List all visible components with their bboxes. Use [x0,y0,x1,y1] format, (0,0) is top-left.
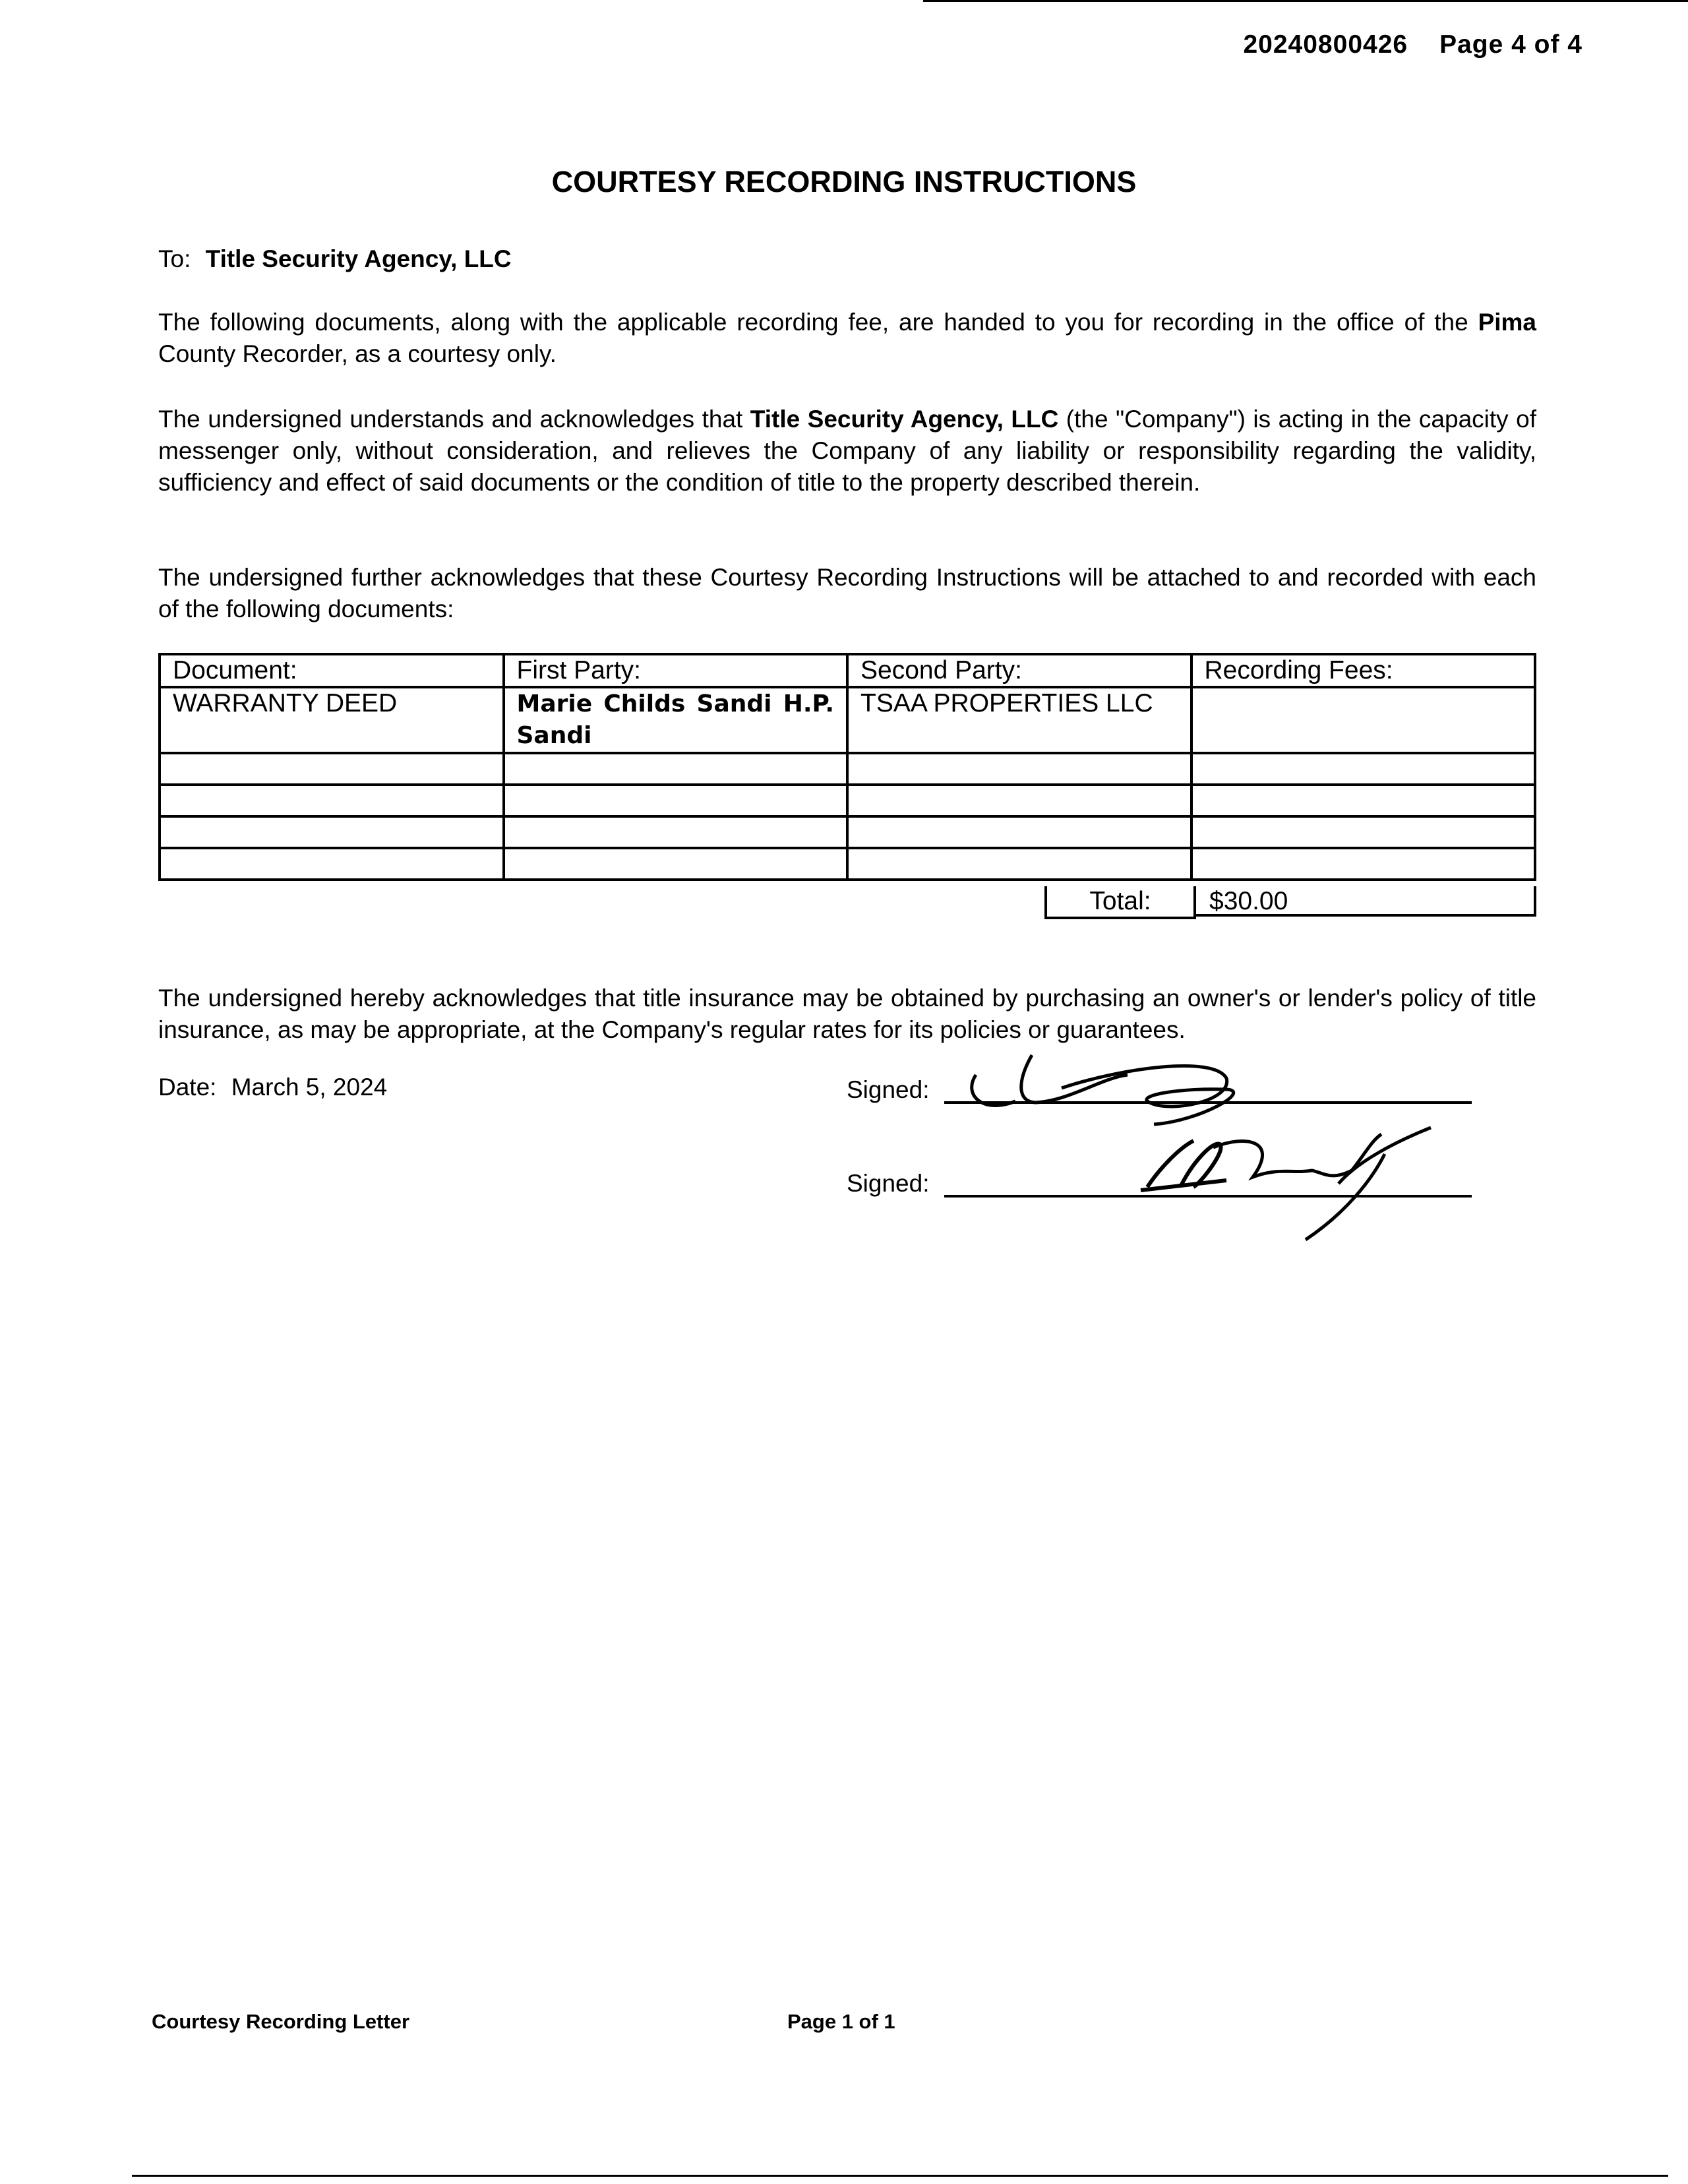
paragraph-recording-request [158,307,1536,370]
to-label: To: [158,245,191,272]
paragraph-attachment-notice: The undersigned further acknowledges that these Courtesy Recording Instructions will be attached to and recorded with each of the following documents: [158,564,1536,622]
date-value: March 5, 2024 [231,1074,388,1101]
company-name: Title Security Agency, LLC [750,406,1059,433]
table-row-empty [160,816,1535,848]
addressee-name: Title Security Agency, LLC [205,245,512,272]
paragraph-text: The undersigned understands and acknowledges that [158,406,750,433]
date-line [158,1074,387,1101]
header-first-party: First Party: [504,654,848,687]
total-label: Total: [1044,886,1196,919]
footer-page-number: Page 1 of 1 [787,2010,895,2033]
table-row-empty [160,753,1535,785]
header-recording-fees: Recording Fees: [1191,654,1536,687]
scan-edge-top [923,0,1688,2]
total-value: $30.00 [1193,886,1536,917]
signature-2-image [1121,1114,1451,1246]
addressee-line [158,245,512,273]
recording-number: 20240800426 [1243,30,1408,59]
table-row-empty [160,785,1535,816]
scan-edge-bottom [132,2175,1668,2177]
documents-table [158,653,1536,881]
cell-recording-fees [1191,687,1536,753]
cell-second-party: TSAA PROPERTIES LLC [847,687,1191,753]
header-document: Document: [160,654,504,687]
cell-first-party: Marie Childs Sandi H.P. Sandi [504,687,848,753]
header-second-party: Second Party: [847,654,1191,687]
signature-label-2: Signed: [847,1170,930,1197]
document-header [1243,30,1582,59]
signature-label-1: Signed: [847,1076,930,1103]
county-name: Pima [1478,309,1536,336]
table-header-row [160,654,1535,687]
cell-document: WARRANTY DEED [160,687,504,753]
paragraph-text: County Recorder, as a courtesy only. [158,340,557,367]
page-title: COURTESY RECORDING INSTRUCTIONS [551,165,1137,198]
paragraph-title-insurance: The undersigned hereby acknowledges that title insurance may be obtained by purchasing an owner's or lender's policy of title insurance, as may be appropriate, at the Company's regular rates for its policies or guarantees. [158,985,1536,1043]
date-label: Date: [158,1074,217,1101]
table-row-empty [160,848,1535,880]
page-indicator: Page 4 of 4 [1439,30,1582,59]
paragraph-text: The following documents, along with the applicable recording fee, are handed to you for recording in the office of the [158,309,1478,336]
paragraph-messenger-disclaimer [158,404,1536,499]
footer-form-name: Courtesy Recording Letter [152,2010,410,2033]
table-row [160,687,1535,753]
paragraph-text: (the "Company") is acting in the capacity of messenger only, without consideration, and relieves the Company of any liability or responsibility regarding the validity, sufficiency and effect of said documents or the condition of title to the property described therein. [158,406,1536,496]
